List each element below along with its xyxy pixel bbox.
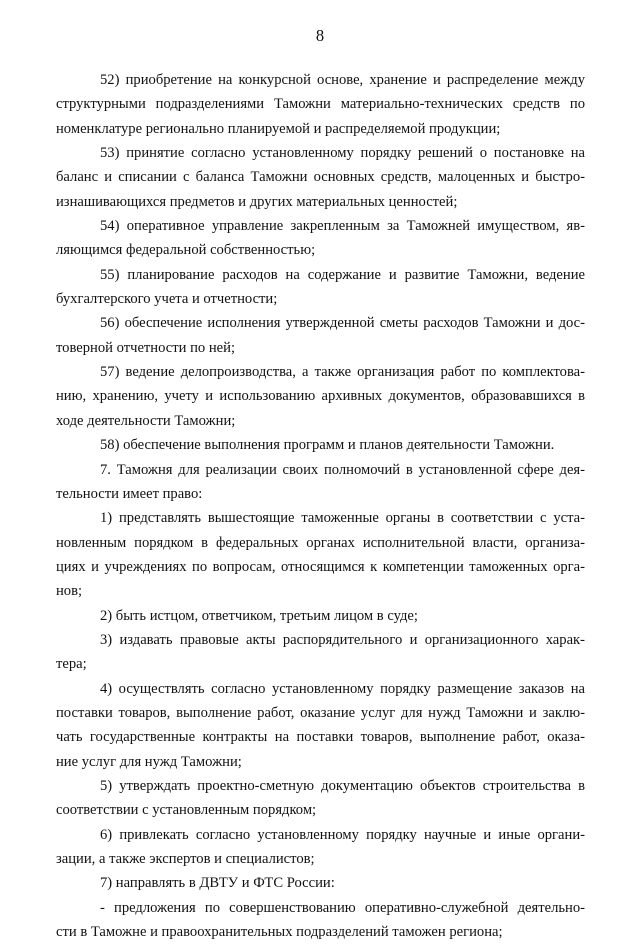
paragraph-line: тельности имеет право: bbox=[56, 485, 203, 502]
paragraph bbox=[56, 68, 585, 141]
paragraph-line: 3) издавать правовые акты распорядительного и организационного харак- bbox=[100, 631, 585, 648]
paragraph-line: товерной отчетности по ней; bbox=[56, 339, 235, 356]
paragraph-line: 5) утверждать проектно-сметную документацию объектов строительства в bbox=[100, 777, 585, 794]
paragraph-line: структурными подразделениями Таможни материально-технических средств по bbox=[56, 96, 585, 113]
paragraph-line: - предложения по совершенствованию оперативно-служебной деятельно- bbox=[100, 899, 585, 916]
paragraph-line: ходе деятельности Таможни; bbox=[56, 412, 236, 429]
paragraph-line: ние услуг для нужд Таможни; bbox=[56, 753, 242, 770]
paragraph-line: 58) обеспечение выполнения программ и планов деятельности Таможни. bbox=[100, 437, 555, 454]
paragraph-line: 7. Таможня для реализации своих полномочий в установленной сфере дея- bbox=[100, 461, 585, 478]
paragraph bbox=[56, 433, 585, 457]
paragraph-line: тера; bbox=[56, 656, 87, 673]
paragraph bbox=[56, 604, 585, 628]
paragraph bbox=[56, 311, 585, 360]
paragraph bbox=[56, 263, 585, 312]
paragraph bbox=[56, 871, 585, 895]
paragraph-line: баланс и списании с баланса Таможни основных средств, малоценных и быстро- bbox=[56, 169, 585, 186]
paragraph bbox=[56, 628, 585, 677]
paragraph-line: 1) представлять вышестоящие таможенные органы в соответствии с уста- bbox=[100, 510, 585, 527]
paragraph bbox=[56, 774, 585, 823]
paragraph-line: 7) направлять в ДВТУ и ФТС России: bbox=[100, 875, 335, 892]
paragraph bbox=[56, 458, 585, 507]
paragraph-line: зации, а также экспертов и специалистов; bbox=[56, 851, 315, 867]
paragraph-line: номенклатуре регионально планируемой и распределяемой продукции; bbox=[56, 120, 501, 137]
paragraph-line: ляющимся федеральной собственностью; bbox=[56, 242, 316, 259]
paragraph-line: сти в Таможне и правоохранительных подразделений таможен региона; bbox=[56, 924, 503, 941]
paragraph-line: поставки товаров, выполнение работ, оказание услуг для нужд Таможни и заклю- bbox=[56, 704, 585, 721]
paragraph-line: 6) привлекать согласно установленному порядку научные и иные органи- bbox=[100, 826, 585, 843]
paragraph-line: 2) быть истцом, ответчиком, третьим лицом в суде; bbox=[100, 607, 418, 624]
paragraph bbox=[56, 360, 585, 433]
paragraph-line: 4) осуществлять согласно установленному порядку размещение заказов на bbox=[100, 680, 585, 697]
paragraph-line: циях и учреждениях по вопросам, относящимся к компетенции таможенных орга- bbox=[56, 558, 585, 575]
paragraph-line: новленным порядком в федеральных органах исполнительной власти, организа- bbox=[56, 534, 585, 551]
page-number: 8 bbox=[315, 26, 325, 45]
paragraph-line: 57) ведение делопроизводства, а также организация работ по комплектова- bbox=[100, 364, 585, 381]
paragraph-line: 54) оперативное управление закрепленным за Таможней имуществом, яв- bbox=[100, 218, 585, 235]
paragraph-line: 55) планирование расходов на содержание и развитие Таможни, ведение bbox=[100, 266, 585, 283]
paragraph-line: 56) обеспечение исполнения утвержденной сметы расходов Таможни и дос- bbox=[100, 315, 585, 332]
paragraph bbox=[56, 506, 585, 603]
paragraph bbox=[56, 141, 585, 214]
paragraph-line: 53) принятие согласно установленному порядку решений о постановке на bbox=[100, 145, 585, 162]
paragraph bbox=[56, 677, 585, 774]
paragraph bbox=[56, 896, 585, 944]
paragraph bbox=[56, 823, 585, 872]
paragraph-line: изнашивающихся предметов и других материальных ценностей; bbox=[56, 193, 458, 210]
document-body bbox=[56, 68, 585, 944]
paragraph-line: чать государственные контракты на поставки товаров, выполнение работ, оказа- bbox=[56, 729, 585, 746]
paragraph-line: нов; bbox=[56, 583, 83, 600]
paragraph-line: бухгалтерского учета и отчетности; bbox=[56, 291, 278, 308]
paragraph-line: соответствии с установленным порядком; bbox=[56, 802, 317, 819]
paragraph bbox=[56, 214, 585, 263]
paragraph-line: 52) приобретение на конкурсной основе, хранение и распределение между bbox=[100, 72, 585, 88]
paragraph-line: нию, хранению, учету и использованию архивных документов, образовавшихся в bbox=[56, 388, 585, 405]
